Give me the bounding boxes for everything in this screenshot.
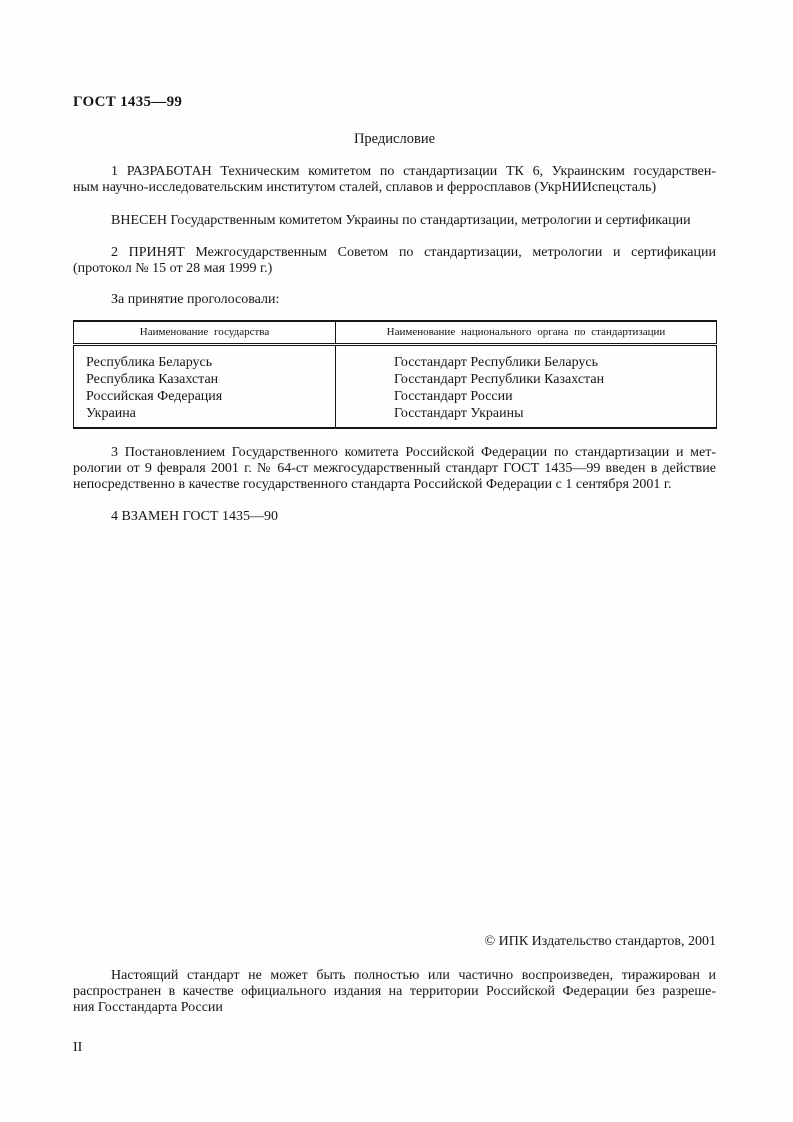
table-cell-state: Республика Беларусь (86, 354, 213, 370)
paragraph-adopted (73, 245, 716, 277)
paragraph-developed (73, 164, 716, 196)
text-line: непосредственно в качестве государственного стандарта Российской Федерации с 1 сентября 2001 г. (73, 477, 672, 492)
vote-intro (73, 292, 716, 308)
text-line: За принятие проголосовали: (111, 292, 280, 307)
vote-table-wrapper (73, 320, 716, 429)
text-line: 2 ПРИНЯТ Межгосударственным Советом по стандартизации, метрологии и сертификации (111, 245, 716, 260)
table-cell-state: Российская Федерация (86, 388, 223, 404)
table-cell-state: Республика Казахстан (86, 371, 219, 387)
vote-table-header-body: Наименование национального органа по стандартизации (336, 321, 717, 344)
reproduction-notice (73, 968, 716, 1016)
section-title-preface: Предисловие (353, 131, 436, 147)
vote-table (73, 320, 717, 429)
standard-code-heading: ГОСТ 1435—99 (73, 94, 183, 110)
table-cell-body: Госстандарт Республики Беларусь (336, 344, 717, 371)
text-line: 3 Постановлением Государственного комитета Российской Федерации по стандартизации и мет- (111, 445, 716, 460)
text-line: ВНЕСЕН Государственным комитетом Украины по стандартизации, метрологии и сертификации (111, 213, 691, 228)
table-cell-body: Госстандарт России (336, 388, 717, 405)
table-cell-state: Украина (86, 405, 136, 421)
vote-table-header-row (74, 321, 717, 344)
paragraph-replaces (73, 509, 716, 525)
vote-table-header-state: Наименование государства (74, 321, 336, 344)
text-line: распространен в качестве официального издания на территории Российской Федерации без разреше- (73, 984, 716, 999)
table-cell-body: Госстандарт Республики Казахстан (336, 371, 717, 388)
copyright-line: © ИПК Издательство стандартов, 2001 (484, 934, 716, 949)
paragraph-submitted (73, 213, 716, 229)
table-row (74, 371, 717, 388)
text-line: Настоящий стандарт не может быть полностью или частично воспроизведен, тиражирован и (111, 968, 716, 983)
page-number: II (73, 1040, 83, 1055)
paragraph-enacted (73, 445, 716, 493)
table-row (74, 405, 717, 428)
text-line: 1 РАЗРАБОТАН Техническим комитетом по стандартизации ТК 6, Украинским государствен- (111, 164, 716, 179)
text-line: рологии от 9 февраля 2001 г. № 64-ст межгосударственный стандарт ГОСТ 1435—99 введен в действие (73, 461, 716, 476)
text-line: (протокол № 15 от 28 мая 1999 г.) (73, 261, 273, 276)
table-row (74, 344, 717, 371)
text-line: ным научно-исследовательским институтом сталей, сплавов и ферросплавов (УкрНИИспецсталь) (73, 180, 657, 195)
text-line: ния Госстандарта России (73, 1000, 223, 1015)
table-cell-body: Госстандарт Украины (336, 405, 717, 428)
text-line: 4 ВЗАМЕН ГОСТ 1435—90 (111, 509, 278, 524)
table-row (74, 388, 717, 405)
